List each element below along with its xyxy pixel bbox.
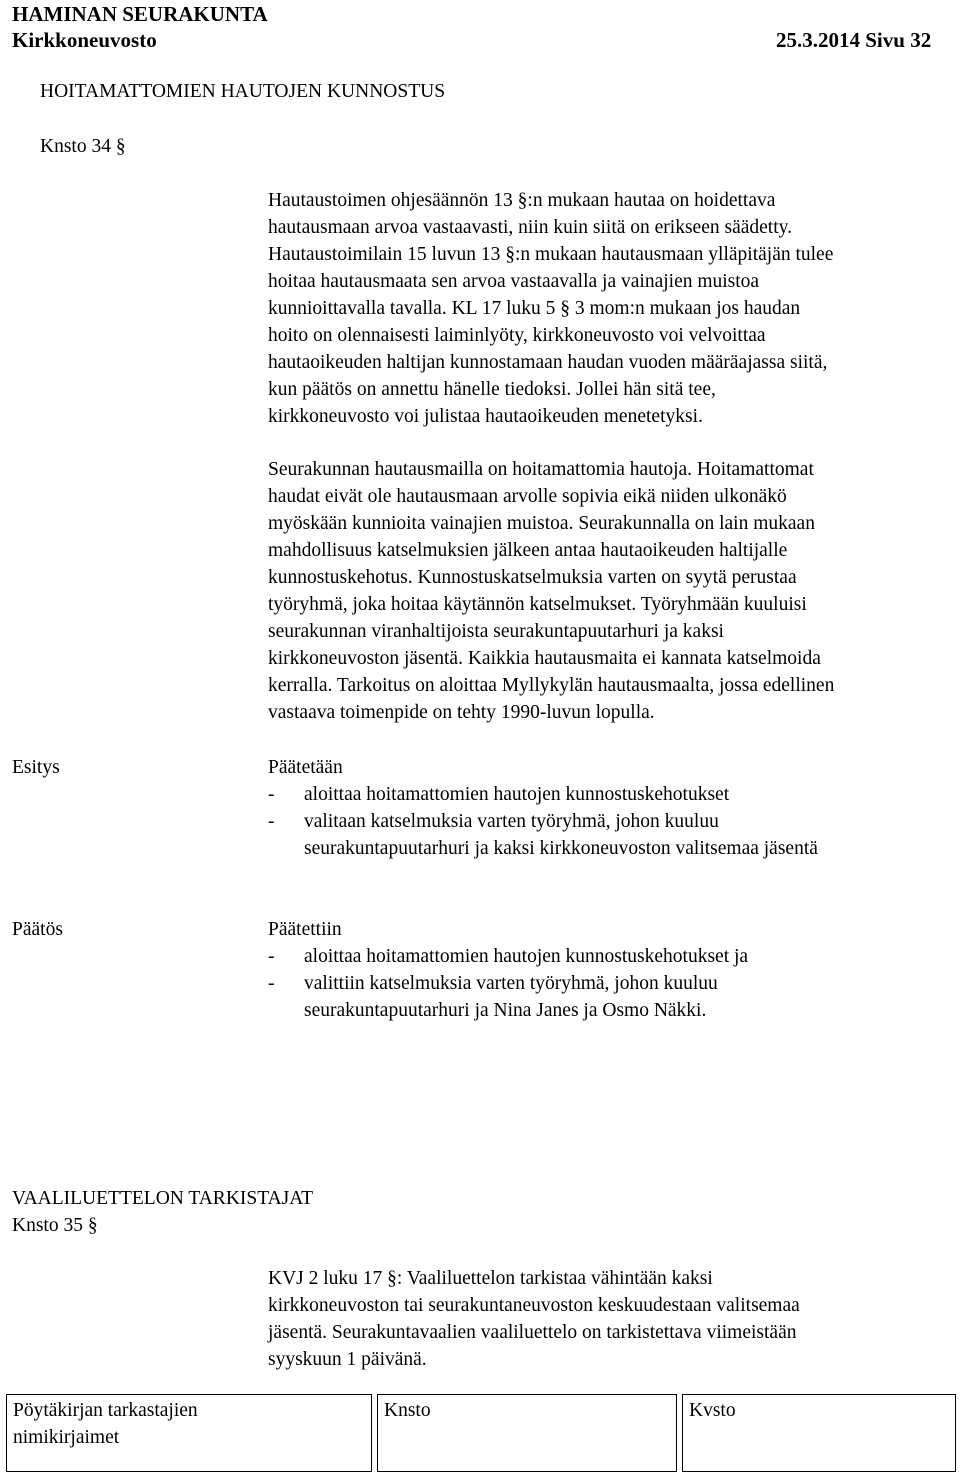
knsto-cell (377, 1394, 677, 1472)
list-item (268, 970, 748, 1024)
signers-label (13, 1397, 365, 1451)
signers-cell (6, 1394, 372, 1472)
text-line: syyskuun 1 päivänä. (268, 1349, 427, 1370)
text-line: seurakunnan viranhaltijoista seurakuntapuutarhuri ja kaksi (268, 621, 724, 642)
text-line: Seurakunnan hautausmailla on hoitamattomia hautoja. Hoitamattomat (268, 459, 814, 480)
signature-table (0, 1394, 960, 1478)
text-line: kirkkoneuvoston tai seurakuntaneuvoston keskuudestaan valitsemaa (268, 1295, 800, 1316)
text-line: kirkkoneuvoston jäsentä. Kaikkia hautausmaita ei kannata katselmoida (268, 648, 821, 669)
text-line: hautaoikeuden haltijan kunnostamaan haudan vuoden määräajassa siitä, (268, 352, 828, 373)
text-line: Hautaustoimen ohjesäännön 13 §:n mukaan hautaa on hoidettava (268, 190, 776, 211)
section-ref: Knsto 34 § (40, 136, 126, 157)
esitys-heading: Päätetään (268, 757, 343, 778)
dash-bullet: - (268, 784, 275, 805)
meeting-body: Kirkkoneuvosto (12, 28, 157, 52)
text-line: kirkkoneuvosto voi julistaa hautaoikeuden menetetyksi. (268, 406, 703, 427)
text-line: nimikirjaimet (13, 1427, 120, 1448)
text-line: hautausmaan arvoa vastaavasti, niin kuin siitä on erikseen säädetty. (268, 217, 792, 238)
text-line: aloittaa hoitamattomien hautojen kunnostuskehotukset (304, 784, 730, 805)
text-line: valitaan katselmuksia varten työryhmä, johon kuuluu (304, 811, 719, 832)
list-item (268, 808, 818, 862)
kvsto-label: Kvsto (689, 1400, 736, 1421)
paragraph-situation (268, 456, 953, 726)
text-line: Pöytäkirjan tarkastajien (13, 1400, 198, 1421)
text-line: kunnostuskehotus. Kunnostuskatselmuksia varten on syytä perustaa (268, 567, 797, 588)
section-title: VAALILUETTELON TARKISTAJAT (12, 1188, 314, 1209)
section-title: HOITAMATTOMIEN HAUTOJEN KUNNOSTUS (40, 81, 446, 102)
list-item (268, 781, 818, 808)
text-line: valittiin katselmuksia varten työryhmä, johon kuuluu (304, 973, 718, 994)
text-line: hoito on olennaisesti laiminlyöty, kirkkoneuvosto voi velvoittaa (268, 325, 766, 346)
dash-bullet: - (268, 946, 275, 967)
text-line: mahdollisuus katselmuksien jälkeen antaa hautaoikeuden haltijalle (268, 540, 788, 561)
paragraph-legal-basis (268, 187, 953, 430)
text-line: kunnioittavalla tavalla. KL 17 luku 5 § 3 mom:n mukaan jos haudan (268, 298, 801, 319)
text-line: vastaava toimenpide on tehty 1990-luvun lopulla. (268, 702, 655, 723)
text-line: KVJ 2 luku 17 §: Vaaliluettelon tarkistaa vähintään kaksi (268, 1268, 713, 1289)
paatos-label: Päätös (12, 919, 63, 940)
esitys-list (268, 781, 818, 862)
knsto-label: Knsto (384, 1400, 431, 1421)
text-line: myöskään kunnioita vainajien muistoa. Seurakunnalla on lain mukaan (268, 513, 815, 534)
esitys-label: Esitys (12, 757, 60, 778)
text-line: kun päätös on annettu hänelle tiedoksi. Jollei hän sitä tee, (268, 379, 716, 400)
list-item (268, 943, 748, 970)
dash-bullet: - (268, 811, 275, 832)
text-line: kerralla. Tarkoitus on aloittaa Myllykylän hautausmaalta, jossa edellinen (268, 675, 835, 696)
text-line: hoitaa hautausmaata sen arvoa vastaavalla ja vainajien muistoa (268, 271, 760, 292)
dash-bullet: - (268, 973, 275, 994)
paatos-heading: Päätettiin (268, 919, 342, 940)
kvsto-cell (682, 1394, 956, 1472)
text-line: Hautaustoimilain 15 luvun 13 §:n mukaan hautausmaan ylläpitäjän tulee (268, 244, 834, 265)
text-line: aloittaa hoitamattomien hautojen kunnostuskehotukset ja (304, 946, 749, 967)
section-ref: Knsto 35 § (12, 1215, 98, 1236)
text-line: jäsentä. Seurakuntavaalien vaaliluettelo on tarkistettava viimeistään (268, 1322, 797, 1343)
paragraph-kvj (268, 1265, 953, 1373)
organization-name: HAMINAN SEURAKUNTA (12, 2, 268, 26)
text-line: seurakuntapuutarhuri ja Nina Janes ja Osmo Näkki. (304, 1000, 707, 1021)
text-line: työryhmä, joka hoitaa käytännön katselmukset. Työryhmään kuuluisi (268, 594, 807, 615)
date-page: 25.3.2014 Sivu 32 (776, 28, 932, 52)
text-line: seurakuntapuutarhuri ja kaksi kirkkoneuvoston valitsemaa jäsentä (304, 838, 818, 859)
text-line: haudat eivät ole hautausmaan arvolle sopivia eikä niiden ulkonäkö (268, 486, 787, 507)
paatos-list (268, 943, 748, 1024)
